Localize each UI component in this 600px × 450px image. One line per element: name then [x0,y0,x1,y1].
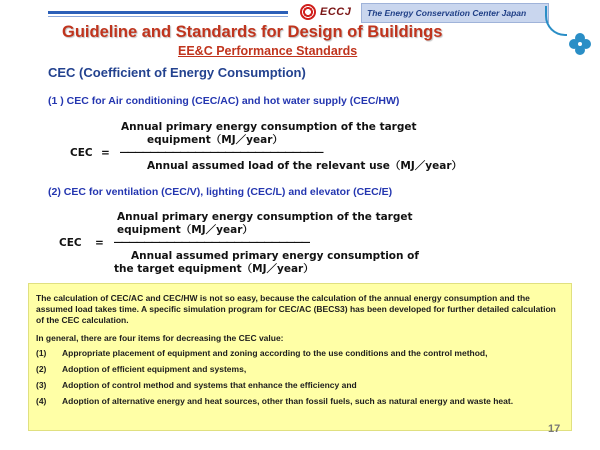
section2-numerator-line1: Annual primary energy consumption of the target [117,211,413,223]
note-paragraph1: The calculation of CEC/AC and CEC/HW is not so easy, because the calculation of the annual energy consumption and the assumed load takes time. A specific simulation program for CEC/AC (BECS3) has been developed for further detailed calculation of the CEC calculation. [36,293,556,325]
section2-lhs: CEC [59,237,82,249]
list-item [36,364,566,375]
section2-equals: = [95,237,104,249]
section1-lhs: CEC [70,147,93,159]
list-item [36,348,566,359]
list-item-text: Appropriate placement of equipment and zoning according to the use conditions and the control method, [62,348,488,358]
section1-equals: = [101,147,110,159]
header-rule-thin [48,16,288,17]
cec-heading: CEC (Coefficient of Energy Consumption) [48,65,306,80]
clover-icon [568,32,592,56]
section2-fraction-bar: ―――――――――――――――――――――――――― [114,238,309,248]
section1-heading: (1 ) CEC for Air conditioning (CEC/AC) and hot water supply (CEC/HW) [48,95,400,107]
page-number: 17 [548,423,561,435]
clover-stem-icon [545,6,567,36]
eccj-logo-icon [300,4,316,20]
list-item-number: (4) [36,396,47,406]
note-paragraph2: In general, there are four items for decreasing the CEC value: [36,333,284,343]
page-subtitle: EE&C Performance Standards [178,44,358,58]
section1-numerator-line1: Annual primary energy consumption of the target [121,121,417,133]
organization-banner: The Energy Conservation Center Japan [361,3,549,23]
list-item [36,380,566,391]
section2-denominator-line2: the target equipment（MJ／year） [114,263,314,275]
header-rule-thick [48,11,288,14]
section2-numerator-line2: equipment（MJ／year） [117,224,253,236]
section1-fraction-bar: ――――――――――――――――――――――――――― [120,148,323,158]
list-item [36,396,561,407]
section1-denominator: Annual assumed load of the relevant use（MJ／year） [147,160,462,172]
list-item-number: (3) [36,380,47,390]
list-item-text: Adoption of control method and systems that enhance the efficiency and [62,380,357,390]
logo-text: ECCJ [320,6,352,18]
list-item-text: Adoption of alternative energy and heat sources, other than fossil fuels, such as natural energy and waste heat. [62,396,514,406]
section2-denominator-line1: Annual assumed primary energy consumption of [131,250,419,262]
section1-numerator-line2: equipment（MJ／year） [147,134,283,146]
list-item-number: (1) [36,348,47,358]
list-item-number: (2) [36,364,47,374]
page-title: Guideline and Standards for Design of Buildings [62,23,443,41]
section2-heading: (2) CEC for ventilation (CEC/V), lighting (CEC/L) and elevator (CEC/E) [48,186,393,198]
list-item-text: Adoption of efficient equipment and systems, [62,364,247,374]
